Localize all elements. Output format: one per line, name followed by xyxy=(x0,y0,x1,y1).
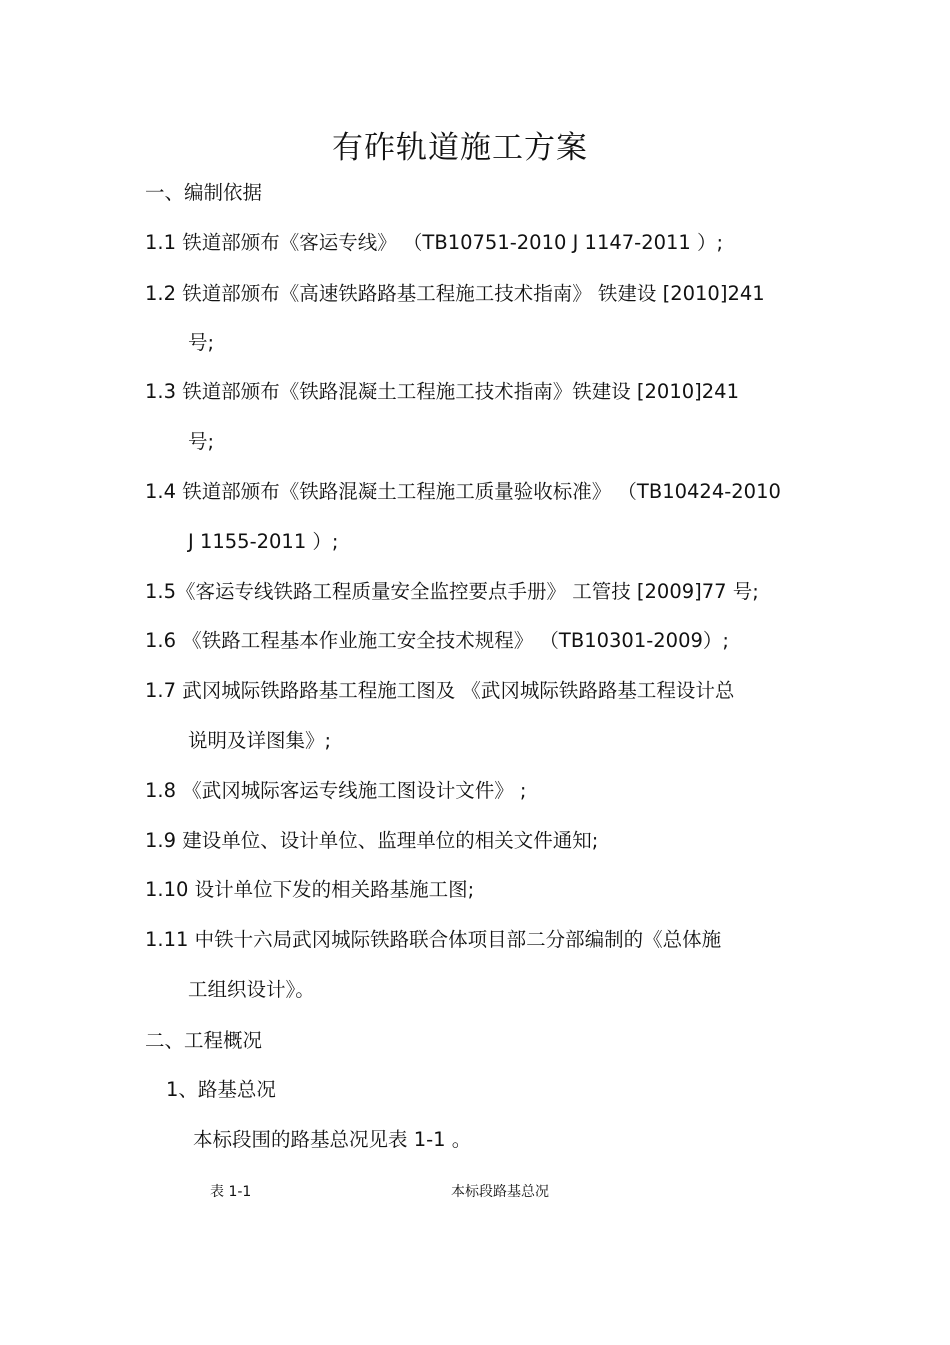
reference-item-1-4: 1.4 铁道部颁布《铁路混凝土工程施工质量验收标准》 （TB10424-2010 xyxy=(145,480,781,503)
reference-item-1-1: 1.1 铁道部颁布《客运专线》 （TB10751-2010 J 1147-2011 ）; xyxy=(145,231,724,254)
table-label: 表 1-1 xyxy=(210,1184,252,1200)
document-title: 有砟轨道施工方案 xyxy=(332,130,588,166)
section-heading-2: 二、工程概况 xyxy=(145,1029,263,1052)
reference-item-1-3: 1.3 铁道部颁布《铁路混凝土工程施工技术指南》铁建设 [2010]241 xyxy=(145,380,739,403)
reference-item-1-7: 1.7 武冈城际铁路路基工程施工图及 《武冈城际铁路路基工程设计总 xyxy=(145,679,735,702)
table-caption: 本标段路基总况 xyxy=(451,1184,549,1200)
reference-item-1-11: 1.11 中铁十六局武冈城际铁路联合体项目部二分部编制的《总体施 xyxy=(145,928,722,951)
reference-item-1-8: 1.8 《武冈城际客运专线施工图设计文件》 ; xyxy=(145,779,527,802)
reference-item-1-9: 1.9 建设单位、设计单位、监理单位的相关文件通知; xyxy=(145,829,599,852)
reference-item-1-2-cont: 号; xyxy=(188,331,215,354)
reference-item-1-5: 1.5《客运专线铁路工程质量安全监控要点手册》 工管技 [2009]77 号; xyxy=(145,580,759,603)
reference-item-1-6: 1.6 《铁路工程基本作业施工安全技术规程》 （TB10301-2009）; xyxy=(145,629,729,652)
section-heading-1: 一、编制依据 xyxy=(145,181,263,204)
body-paragraph: 本标段围的路基总况见表 1-1 。 xyxy=(193,1128,472,1151)
reference-item-1-3-cont: 号; xyxy=(188,430,215,453)
subsection-heading: 1、路基总况 xyxy=(166,1078,276,1101)
reference-item-1-10: 1.10 设计单位下发的相关路基施工图; xyxy=(145,878,475,901)
reference-item-1-4-cont: J 1155-2011 ）; xyxy=(188,530,339,553)
reference-item-1-2: 1.2 铁道部颁布《高速铁路路基工程施工技术指南》 铁建设 [2010]241 xyxy=(145,282,765,305)
reference-item-1-7-cont: 说明及详图集》; xyxy=(188,729,332,752)
reference-item-1-11-cont: 工组织设计》。 xyxy=(188,978,315,1001)
